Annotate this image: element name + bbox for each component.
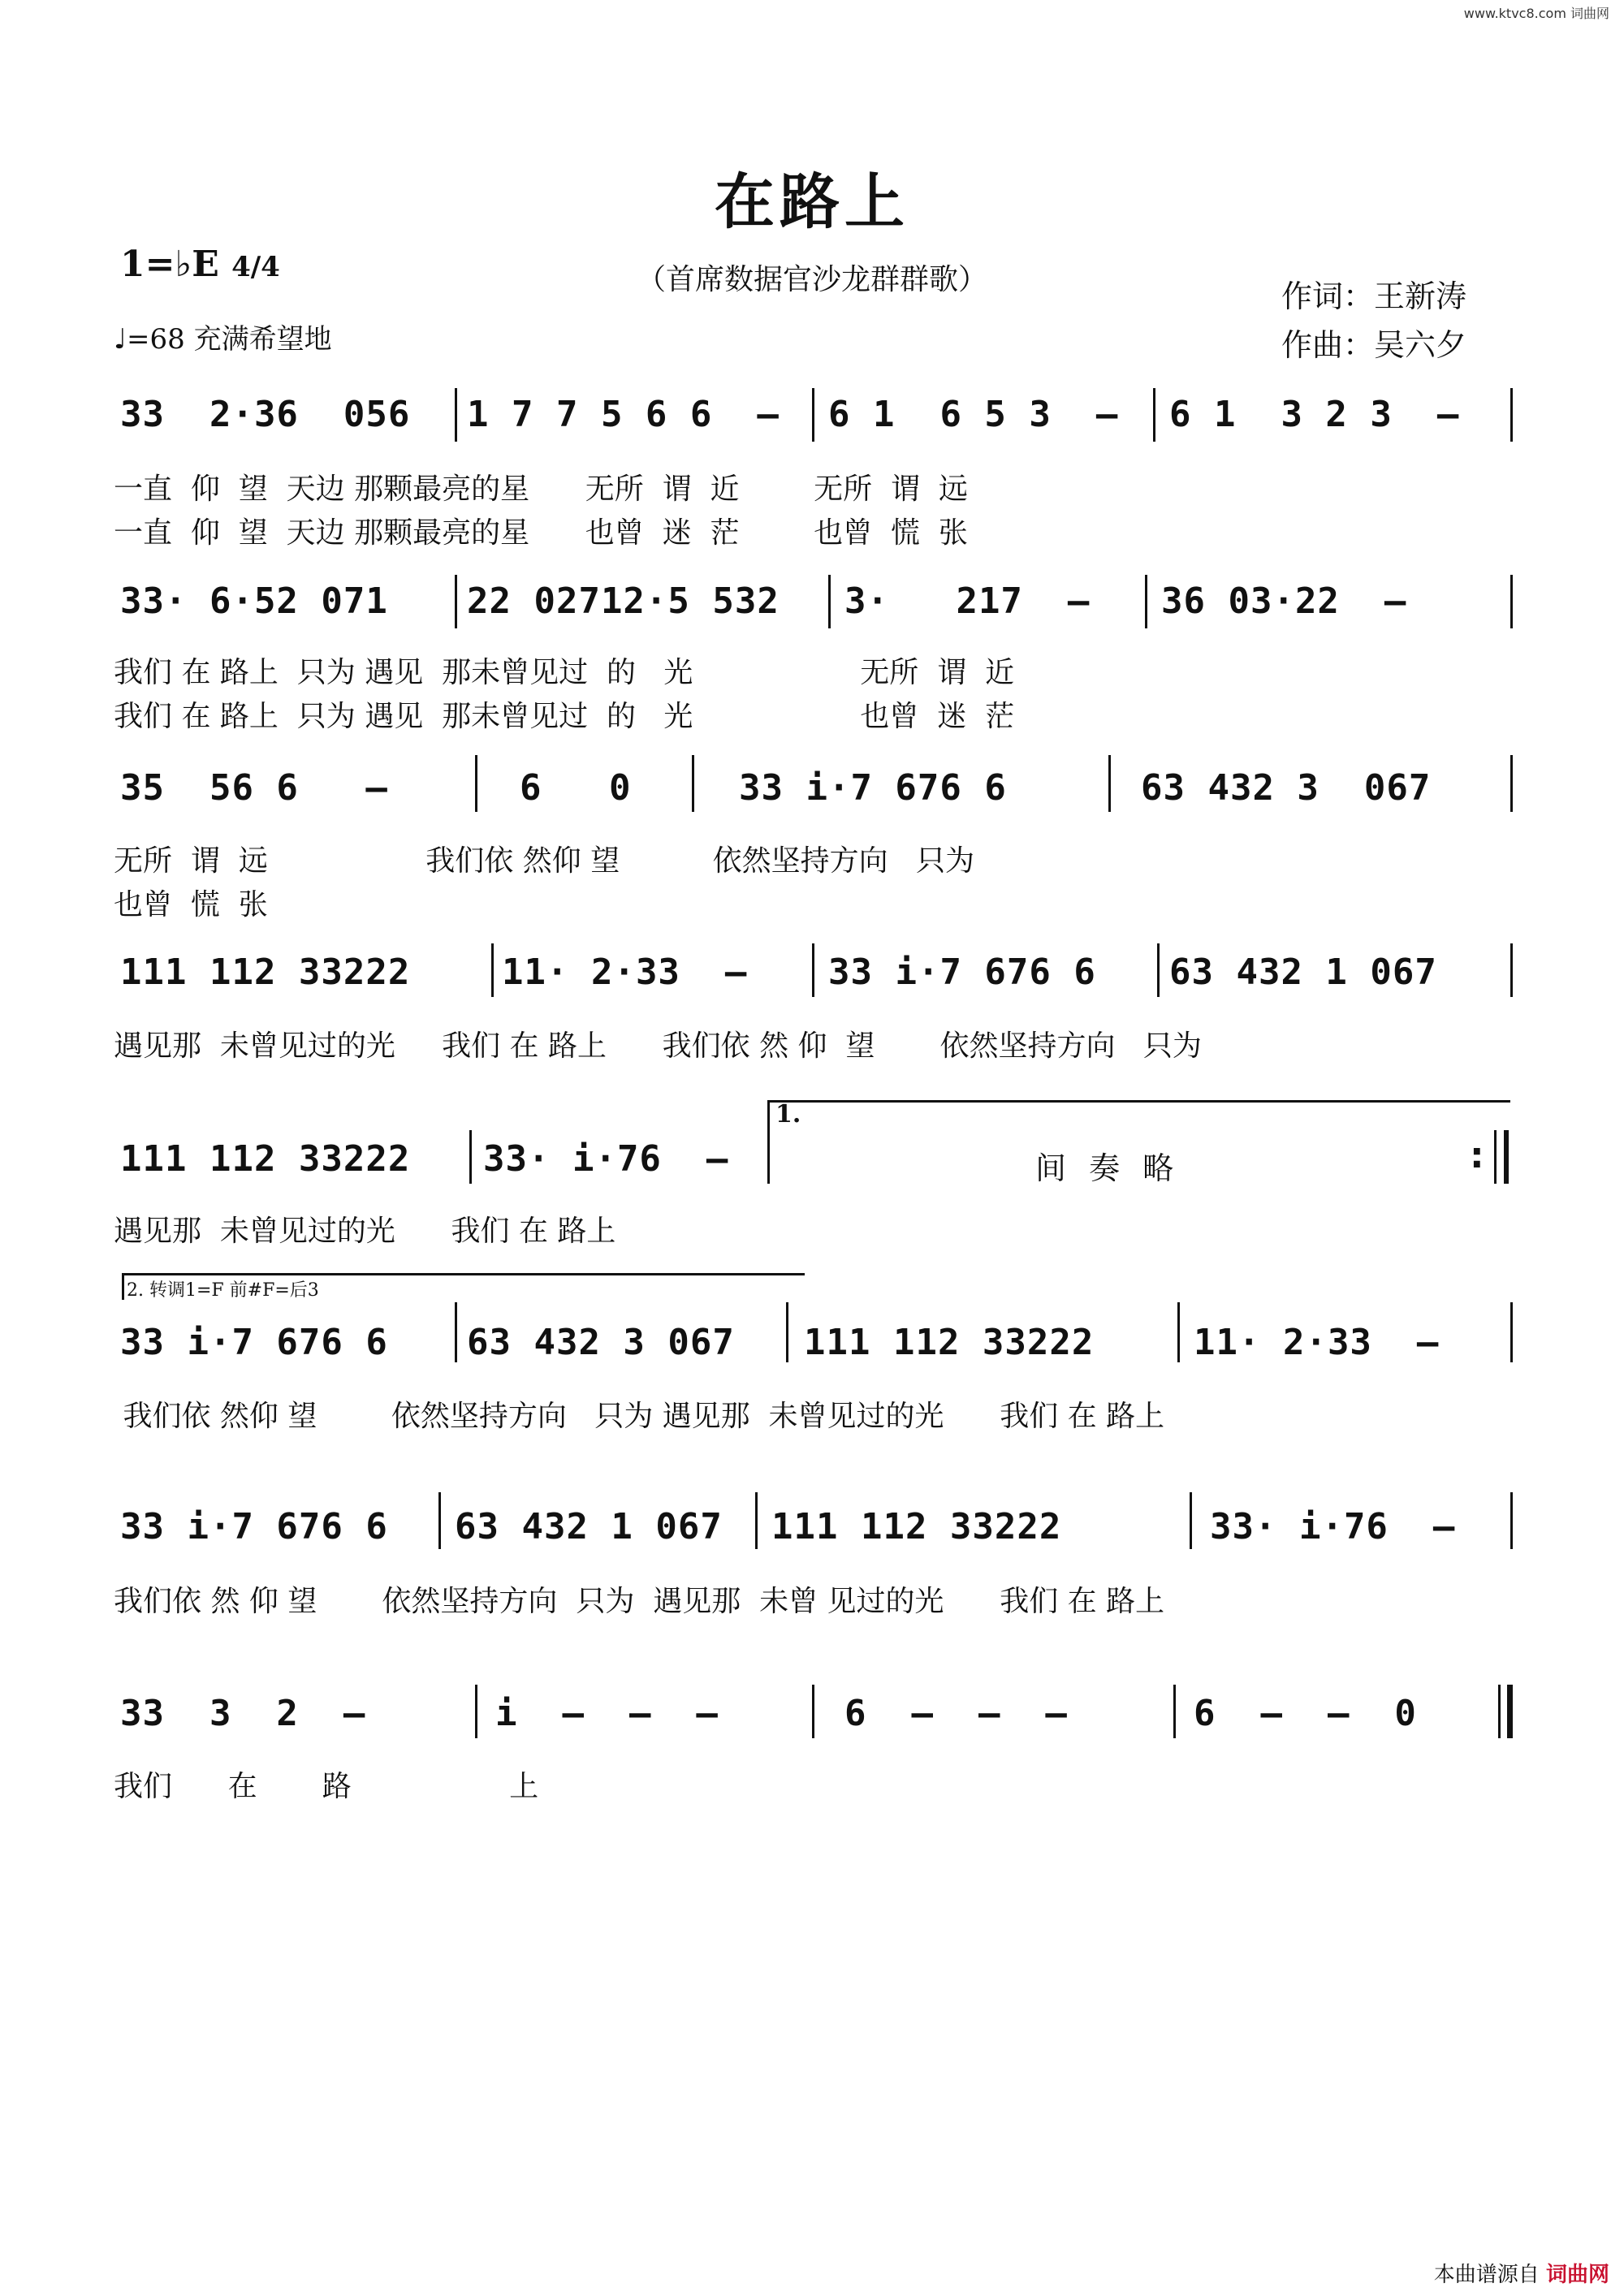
barline — [1510, 943, 1513, 997]
measure-8-2: i – – – — [495, 1693, 719, 1734]
measure-3-3: 33 i·7 676 6 — [739, 767, 1007, 809]
measure-4-1: 111 112 33222 — [120, 952, 411, 993]
lyrics-verse-1: 无所 谓 远 我们依 然仰 望 依然坚持方向 只为 — [114, 844, 974, 878]
measure-8-3: 6 – – – — [844, 1693, 1068, 1734]
measure-2-4: 36 03·22 – — [1161, 580, 1407, 622]
repeat-end-barline — [1504, 1130, 1509, 1184]
barline — [475, 755, 477, 812]
lyrics-verse-1: 我们 在 路上 只为 遇见 那未曾见过 的 光 无所 谓 近 — [114, 656, 1015, 689]
barline — [1157, 943, 1160, 997]
measure-7-1: 33 i·7 676 6 — [120, 1506, 388, 1547]
measure-1-3: 6 1 6 5 3 – — [828, 394, 1119, 435]
footer-site-link[interactable]: 词曲网 — [1545, 2263, 1609, 2287]
lyricist: 作词：王新涛 — [1281, 278, 1467, 314]
measure-2-1: 33· 6·52 071 — [120, 580, 388, 622]
lyrics-verse-2: 一直 仰 望 天边 那颗最亮的星 也曾 迷 茫 也曾 慌 张 — [114, 516, 968, 550]
tempo-marking: ♩=68 充满希望地 — [114, 323, 332, 356]
measure-6-1: 33 i·7 676 6 — [120, 1322, 388, 1363]
barline — [1108, 755, 1111, 812]
measure-3-4: 63 432 3 067 — [1141, 767, 1432, 809]
barline — [812, 1685, 814, 1738]
barline — [1510, 388, 1513, 442]
barline — [455, 388, 457, 442]
measure-4-3: 33 i·7 676 6 — [828, 952, 1096, 993]
measure-1-4: 6 1 3 2 3 – — [1169, 394, 1460, 435]
lyrics-verse-1: 一直 仰 望 天边 那颗最亮的星 无所 谓 近 无所 谓 远 — [114, 473, 968, 506]
song-title: 在路上 — [715, 167, 909, 237]
footer-source — [1434, 2258, 1609, 2288]
barline — [455, 575, 457, 628]
measure-8-1: 33 3 2 – — [120, 1693, 366, 1734]
key-signature — [120, 244, 280, 285]
watermark: www.ktvc8.com 词曲网 — [1463, 6, 1609, 21]
barline — [1190, 1492, 1192, 1549]
song-subtitle: （首席数据官沙龙群群歌） — [636, 263, 987, 296]
barline — [1145, 575, 1147, 628]
measure-3-2: 6 0 — [520, 767, 632, 809]
lyrics-verse-2: 也曾 慌 张 — [114, 888, 268, 921]
lyrics-verse-1: 遇见那 未曾见过的光 我们 在 路上 我们依 然 仰 望 依然坚持方向 只为 — [114, 1029, 1202, 1063]
barline — [1510, 1302, 1513, 1362]
lyrics-verse-2: 我们 在 路上 只为 遇见 那未曾见过 的 光 也曾 迷 茫 — [114, 700, 1015, 733]
measure-5-1: 111 112 33222 — [120, 1138, 411, 1180]
interlude-text: 间 奏 略 — [1035, 1150, 1181, 1186]
barline — [1510, 1492, 1513, 1549]
barline — [786, 1302, 788, 1362]
barline — [812, 943, 814, 997]
barline — [1153, 388, 1155, 442]
lyrics-verse-1: 遇见那 未曾见过的光 我们 在 路上 — [114, 1215, 616, 1248]
measure-4-4: 63 432 1 067 — [1169, 952, 1437, 993]
key-label: 1=♭E — [120, 244, 219, 285]
time-signature: 4/4 — [231, 251, 280, 283]
repeat-dots: : — [1470, 1135, 1484, 1176]
barline — [1173, 1685, 1176, 1738]
measure-7-2: 63 432 1 067 — [455, 1506, 723, 1547]
composer: 作曲：吴六夕 — [1281, 327, 1467, 363]
measure-6-4: 11· 2·33 – — [1194, 1322, 1440, 1363]
lyrics-verse-1: 我们 在 路 上 — [114, 1770, 539, 1803]
footer-source-text: 本曲谱源自 — [1433, 2263, 1540, 2287]
barline — [1177, 1302, 1180, 1362]
barline — [475, 1685, 477, 1738]
barline — [469, 1130, 472, 1184]
measure-4-2: 11· 2·33 – — [502, 952, 748, 993]
first-ending-label: 1. — [775, 1100, 801, 1129]
barline — [1510, 575, 1513, 628]
final-barline — [1507, 1685, 1513, 1738]
measure-2-3: 3· 217 – — [844, 580, 1091, 622]
barline — [438, 1492, 441, 1549]
barline — [1498, 1685, 1501, 1738]
modulation-note: 2. 转调1=F 前#F=后3 — [127, 1280, 319, 1301]
barline — [1510, 755, 1513, 812]
barline — [455, 1302, 457, 1362]
barline — [491, 943, 494, 997]
measure-6-3: 111 112 33222 — [804, 1322, 1095, 1363]
measure-5-2: 33· i·76 – — [483, 1138, 729, 1180]
measure-2-2: 22 02712·5 532 — [467, 580, 780, 622]
barline — [755, 1492, 758, 1549]
barline — [692, 755, 694, 812]
measure-3-1: 35 56 6 – — [120, 767, 388, 809]
barline — [1494, 1130, 1497, 1184]
measure-7-4: 33· i·76 – — [1210, 1506, 1456, 1547]
measure-8-4: 6 – – 0 — [1194, 1693, 1417, 1734]
lyrics-verse-1: 我们依 然仰 望 依然坚持方向 只为 遇见那 未曾见过的光 我们 在 路上 — [114, 1400, 1165, 1433]
measure-6-2: 63 432 3 067 — [467, 1322, 735, 1363]
lyrics-verse-1: 我们依 然 仰 望 依然坚持方向 只为 遇见那 未曾 见过的光 我们 在 路上 — [114, 1585, 1165, 1618]
measure-1-2: 1 7 7 5 6 6 – — [467, 394, 780, 435]
barline — [828, 575, 831, 628]
barline — [812, 388, 814, 442]
measure-7-3: 111 112 33222 — [771, 1506, 1062, 1547]
measure-1-1: 33 2·36 056 — [120, 394, 411, 435]
